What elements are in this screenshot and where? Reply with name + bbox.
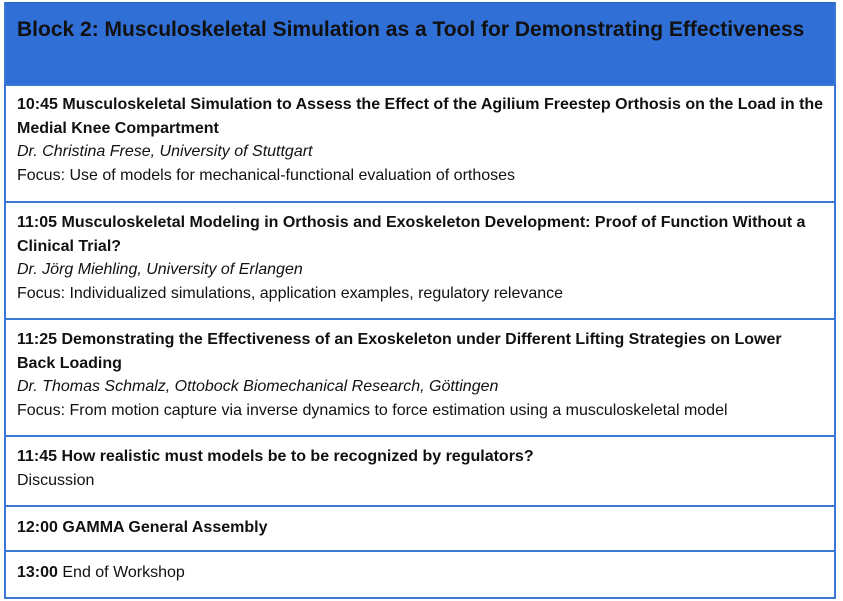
session-speaker: Dr. Thomas Schmalz, Ottobock Biomechanical Research, Göttingen xyxy=(17,378,499,395)
session-row xyxy=(6,435,834,505)
session-focus: Focus: From motion capture via inverse dynamics to force estimation using a musculoskeletal model xyxy=(17,401,728,419)
session-row xyxy=(6,318,834,435)
session-title: 11:25 Demonstrating the Effectiveness of an Exoskeleton under Different Lifting Strategies on Lower Back Loading xyxy=(17,331,782,372)
session-row xyxy=(6,505,834,550)
session-time: 13:00 xyxy=(17,564,58,581)
session-row xyxy=(6,550,834,599)
session-note: Discussion xyxy=(17,471,95,489)
agenda-table xyxy=(4,2,836,599)
session-speaker: Dr. Christina Frese, University of Stuttgart xyxy=(17,143,313,160)
session-row xyxy=(6,84,834,201)
session-title: 12:00 GAMMA General Assembly xyxy=(17,519,268,536)
session-row xyxy=(6,201,834,318)
block-title: Block 2: Musculoskeletal Simulation as a Tool for Demonstrating Effectiveness xyxy=(17,18,805,41)
session-focus: Focus: Individualized simulations, application examples, regulatory relevance xyxy=(17,284,564,302)
session-speaker: Dr. Jörg Miehling, University of Erlangen xyxy=(17,261,303,278)
session-title: 11:05 Musculoskeletal Modeling in Orthosis and Exoskeleton Development: Proof of Function Without a Clinical Trial? xyxy=(17,214,806,255)
session-title: 10:45 Musculoskeletal Simulation to Assess the Effect of the Agilium Freestep Orthosis on the Load in the Medial Knee Compartment xyxy=(17,96,824,137)
session-title: 11:45 How realistic must models be to be recognized by regulators? xyxy=(17,448,534,465)
session-text: End of Workshop xyxy=(57,564,185,581)
block-header xyxy=(6,2,834,84)
session-focus: Focus: Use of models for mechanical-functional evaluation of orthoses xyxy=(17,166,516,184)
session-line xyxy=(17,561,824,585)
